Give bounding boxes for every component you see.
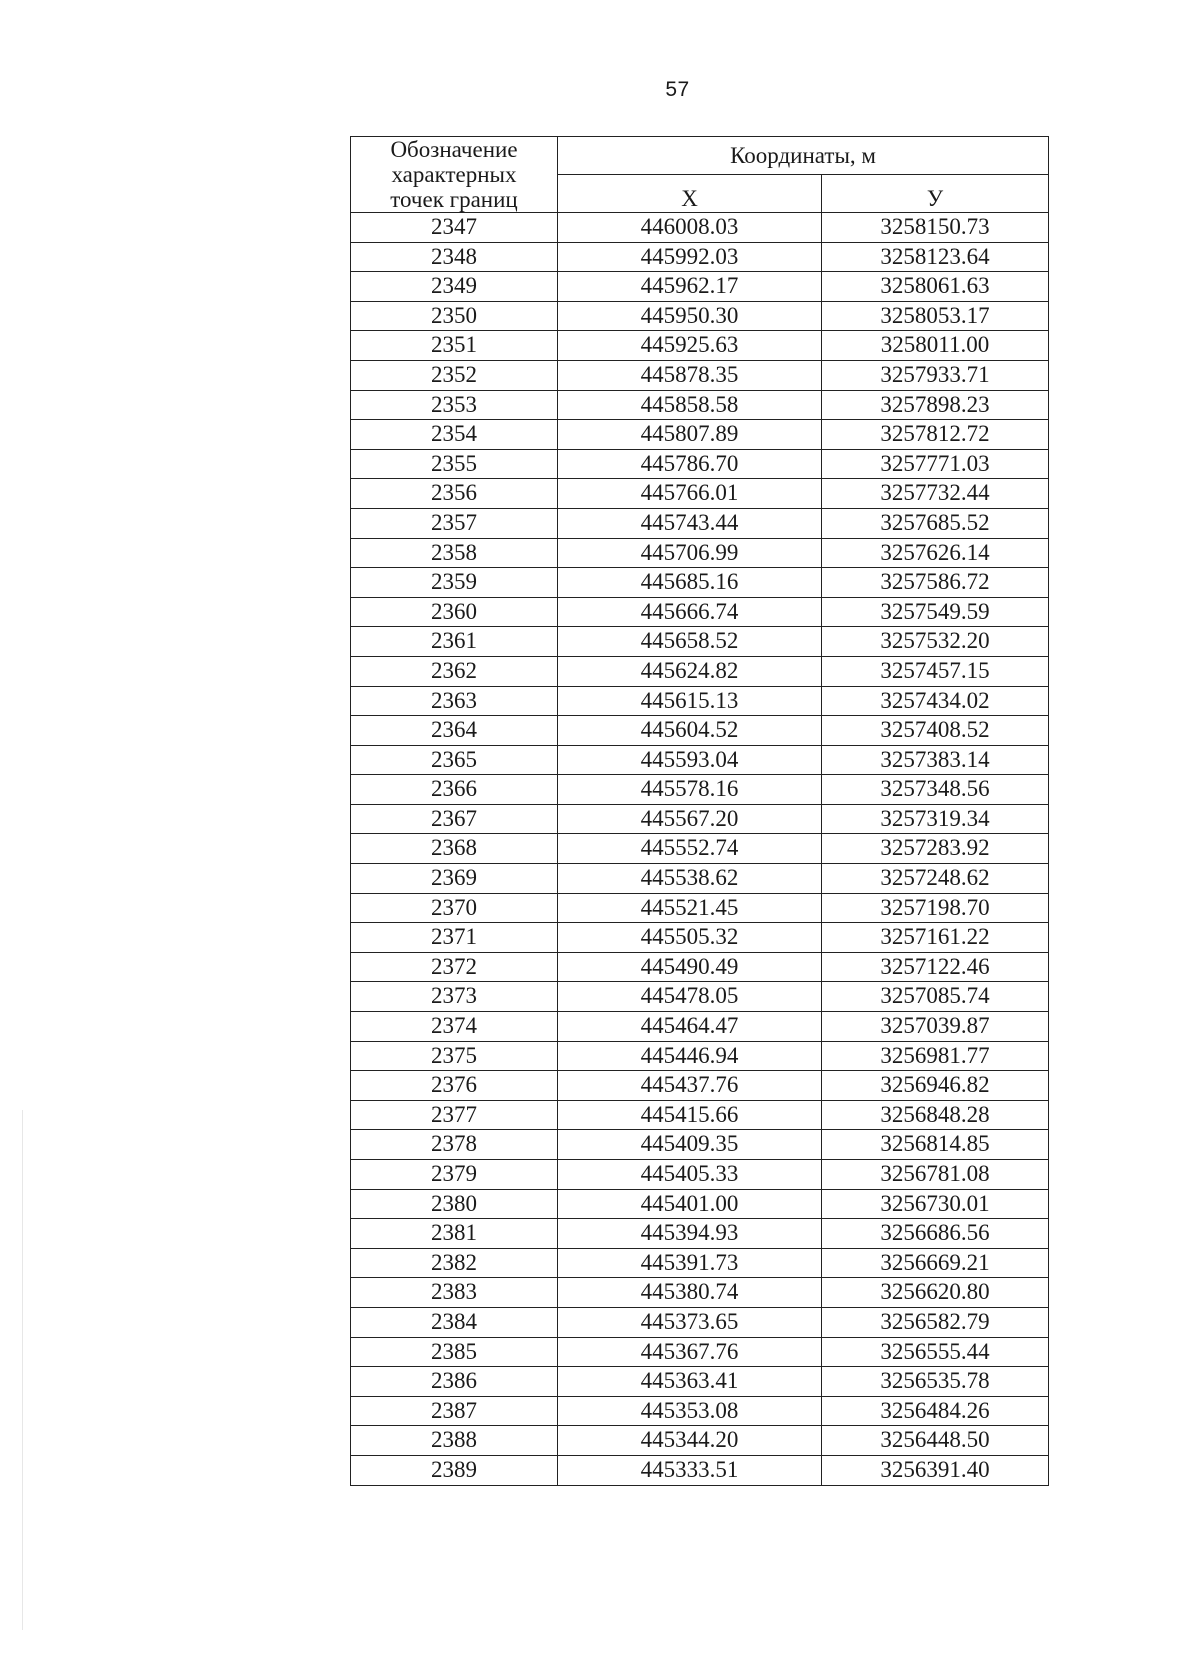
x-coordinate-cell: 445505.32 — [558, 923, 822, 953]
point-number-cell: 2381 — [351, 1219, 558, 1249]
x-coordinate-cell: 445807.89 — [558, 420, 822, 450]
y-coordinate-cell: 3258011.00 — [822, 331, 1049, 361]
point-number-cell: 2349 — [351, 272, 558, 302]
table-row — [351, 1367, 1049, 1397]
y-coordinate-cell: 3256848.28 — [822, 1100, 1049, 1130]
point-number-cell: 2380 — [351, 1189, 558, 1219]
x-coordinate-cell: 445521.45 — [558, 893, 822, 923]
y-coordinate-cell: 3257457.15 — [822, 656, 1049, 686]
y-coordinate-cell: 3256391.40 — [822, 1455, 1049, 1485]
table-row — [351, 686, 1049, 716]
table-row — [351, 331, 1049, 361]
table-body — [351, 213, 1049, 1486]
point-number-cell: 2359 — [351, 568, 558, 598]
table-row — [351, 716, 1049, 746]
y-coordinate-cell: 3257319.34 — [822, 804, 1049, 834]
table-row — [351, 1189, 1049, 1219]
point-number-cell: 2358 — [351, 538, 558, 568]
point-number-cell: 2386 — [351, 1367, 558, 1397]
y-coordinate-cell: 3257549.59 — [822, 597, 1049, 627]
point-number-cell: 2364 — [351, 716, 558, 746]
x-coordinate-cell: 445766.01 — [558, 479, 822, 509]
header-designation — [351, 137, 558, 213]
table-row — [351, 804, 1049, 834]
x-coordinate-cell: 445367.76 — [558, 1337, 822, 1367]
header-coordinates: Координаты, м — [558, 137, 1049, 175]
x-coordinate-cell: 445373.65 — [558, 1307, 822, 1337]
table-row — [351, 242, 1049, 272]
y-coordinate-cell: 3257812.72 — [822, 420, 1049, 450]
table-row — [351, 1426, 1049, 1456]
table-row — [351, 627, 1049, 657]
x-coordinate-cell: 445858.58 — [558, 390, 822, 420]
table-row — [351, 1100, 1049, 1130]
page-number: 57 — [665, 78, 690, 101]
header-x: X — [558, 175, 822, 213]
x-coordinate-cell: 445593.04 — [558, 745, 822, 775]
y-coordinate-cell: 3257532.20 — [822, 627, 1049, 657]
table-row — [351, 952, 1049, 982]
point-number-cell: 2382 — [351, 1248, 558, 1278]
point-number-cell: 2372 — [351, 952, 558, 982]
table-row — [351, 893, 1049, 923]
x-coordinate-cell: 445464.47 — [558, 1012, 822, 1042]
point-number-cell: 2373 — [351, 982, 558, 1012]
y-coordinate-cell: 3257771.03 — [822, 449, 1049, 479]
header-designation-line3: точек границ — [390, 187, 518, 212]
y-coordinate-cell: 3256781.08 — [822, 1160, 1049, 1190]
y-coordinate-cell: 3256582.79 — [822, 1307, 1049, 1337]
point-number-cell: 2367 — [351, 804, 558, 834]
x-coordinate-cell: 446008.03 — [558, 213, 822, 243]
y-coordinate-cell: 3256946.82 — [822, 1071, 1049, 1101]
table-row — [351, 1071, 1049, 1101]
y-coordinate-cell: 3256620.80 — [822, 1278, 1049, 1308]
table-row — [351, 923, 1049, 953]
point-number-cell: 2376 — [351, 1071, 558, 1101]
point-number-cell: 2357 — [351, 508, 558, 538]
x-coordinate-cell: 445446.94 — [558, 1041, 822, 1071]
x-coordinate-cell: 445409.35 — [558, 1130, 822, 1160]
table-row — [351, 449, 1049, 479]
y-coordinate-cell: 3258053.17 — [822, 301, 1049, 331]
y-coordinate-cell: 3256448.50 — [822, 1426, 1049, 1456]
table-row — [351, 864, 1049, 894]
table-row — [351, 656, 1049, 686]
y-coordinate-cell: 3256555.44 — [822, 1337, 1049, 1367]
y-coordinate-cell: 3258061.63 — [822, 272, 1049, 302]
y-coordinate-cell: 3256686.56 — [822, 1219, 1049, 1249]
x-coordinate-cell: 445437.76 — [558, 1071, 822, 1101]
point-number-cell: 2365 — [351, 745, 558, 775]
table-row — [351, 420, 1049, 450]
point-number-cell: 2370 — [351, 893, 558, 923]
y-coordinate-cell: 3256669.21 — [822, 1248, 1049, 1278]
x-coordinate-cell: 445552.74 — [558, 834, 822, 864]
point-number-cell: 2355 — [351, 449, 558, 479]
header-y: У — [822, 175, 1049, 213]
table-header — [351, 137, 1049, 213]
point-number-cell: 2361 — [351, 627, 558, 657]
y-coordinate-cell: 3257408.52 — [822, 716, 1049, 746]
y-coordinate-cell: 3257198.70 — [822, 893, 1049, 923]
x-coordinate-cell: 445615.13 — [558, 686, 822, 716]
y-coordinate-cell: 3257383.14 — [822, 745, 1049, 775]
y-coordinate-cell: 3257085.74 — [822, 982, 1049, 1012]
scan-artifact — [22, 1110, 23, 1630]
x-coordinate-cell: 445333.51 — [558, 1455, 822, 1485]
x-coordinate-cell: 445490.49 — [558, 952, 822, 982]
y-coordinate-cell: 3257039.87 — [822, 1012, 1049, 1042]
point-number-cell: 2353 — [351, 390, 558, 420]
table-row — [351, 1219, 1049, 1249]
point-number-cell: 2354 — [351, 420, 558, 450]
table-row — [351, 301, 1049, 331]
point-number-cell: 2371 — [351, 923, 558, 953]
point-number-cell: 2368 — [351, 834, 558, 864]
x-coordinate-cell: 445685.16 — [558, 568, 822, 598]
table-row — [351, 1396, 1049, 1426]
x-coordinate-cell: 445878.35 — [558, 360, 822, 390]
point-number-cell: 2389 — [351, 1455, 558, 1485]
y-coordinate-cell: 3257248.62 — [822, 864, 1049, 894]
x-coordinate-cell: 445925.63 — [558, 331, 822, 361]
x-coordinate-cell: 445786.70 — [558, 449, 822, 479]
x-coordinate-cell: 445950.30 — [558, 301, 822, 331]
point-number-cell: 2356 — [351, 479, 558, 509]
x-coordinate-cell: 445743.44 — [558, 508, 822, 538]
x-coordinate-cell: 445567.20 — [558, 804, 822, 834]
header-designation-line1: Обозначение — [390, 137, 518, 162]
coordinates-table — [350, 136, 1049, 1486]
point-number-cell: 2375 — [351, 1041, 558, 1071]
x-coordinate-cell: 445401.00 — [558, 1189, 822, 1219]
y-coordinate-cell: 3256484.26 — [822, 1396, 1049, 1426]
point-number-cell: 2366 — [351, 775, 558, 805]
x-coordinate-cell: 445578.16 — [558, 775, 822, 805]
y-coordinate-cell: 3257586.72 — [822, 568, 1049, 598]
point-number-cell: 2374 — [351, 1012, 558, 1042]
x-coordinate-cell: 445363.41 — [558, 1367, 822, 1397]
x-coordinate-cell: 445538.62 — [558, 864, 822, 894]
x-coordinate-cell: 445391.73 — [558, 1248, 822, 1278]
point-number-cell: 2352 — [351, 360, 558, 390]
table-row — [351, 597, 1049, 627]
y-coordinate-cell: 3256730.01 — [822, 1189, 1049, 1219]
table-row — [351, 390, 1049, 420]
table-row — [351, 1337, 1049, 1367]
table-row — [351, 834, 1049, 864]
x-coordinate-cell: 445706.99 — [558, 538, 822, 568]
y-coordinate-cell: 3257348.56 — [822, 775, 1049, 805]
point-number-cell: 2388 — [351, 1426, 558, 1456]
table-row — [351, 1455, 1049, 1485]
table-row — [351, 1012, 1049, 1042]
y-coordinate-cell: 3257434.02 — [822, 686, 1049, 716]
header-designation-line2: характерных — [391, 162, 517, 187]
table-row — [351, 775, 1049, 805]
y-coordinate-cell: 3257283.92 — [822, 834, 1049, 864]
point-number-cell: 2383 — [351, 1278, 558, 1308]
x-coordinate-cell: 445624.82 — [558, 656, 822, 686]
point-number-cell: 2360 — [351, 597, 558, 627]
y-coordinate-cell: 3257626.14 — [822, 538, 1049, 568]
x-coordinate-cell: 445666.74 — [558, 597, 822, 627]
x-coordinate-cell: 445380.74 — [558, 1278, 822, 1308]
table-row — [351, 1041, 1049, 1071]
y-coordinate-cell: 3257685.52 — [822, 508, 1049, 538]
point-number-cell: 2385 — [351, 1337, 558, 1367]
x-coordinate-cell: 445604.52 — [558, 716, 822, 746]
table-row — [351, 1248, 1049, 1278]
y-coordinate-cell: 3258123.64 — [822, 242, 1049, 272]
table-row — [351, 360, 1049, 390]
point-number-cell: 2351 — [351, 331, 558, 361]
y-coordinate-cell: 3258150.73 — [822, 213, 1049, 243]
point-number-cell: 2378 — [351, 1130, 558, 1160]
x-coordinate-cell: 445962.17 — [558, 272, 822, 302]
point-number-cell: 2384 — [351, 1307, 558, 1337]
y-coordinate-cell: 3257161.22 — [822, 923, 1049, 953]
x-coordinate-cell: 445405.33 — [558, 1160, 822, 1190]
y-coordinate-cell: 3257933.71 — [822, 360, 1049, 390]
y-coordinate-cell: 3256981.77 — [822, 1041, 1049, 1071]
table-row — [351, 479, 1049, 509]
point-number-cell: 2350 — [351, 301, 558, 331]
x-coordinate-cell: 445658.52 — [558, 627, 822, 657]
table-row — [351, 568, 1049, 598]
table-row — [351, 1278, 1049, 1308]
point-number-cell: 2348 — [351, 242, 558, 272]
table-row — [351, 213, 1049, 243]
y-coordinate-cell: 3257122.46 — [822, 952, 1049, 982]
table-row — [351, 538, 1049, 568]
point-number-cell: 2362 — [351, 656, 558, 686]
x-coordinate-cell: 445992.03 — [558, 242, 822, 272]
x-coordinate-cell: 445415.66 — [558, 1100, 822, 1130]
x-coordinate-cell: 445478.05 — [558, 982, 822, 1012]
y-coordinate-cell: 3256814.85 — [822, 1130, 1049, 1160]
table-row — [351, 1307, 1049, 1337]
table-row — [351, 982, 1049, 1012]
point-number-cell: 2387 — [351, 1396, 558, 1426]
table-row — [351, 272, 1049, 302]
point-number-cell: 2379 — [351, 1160, 558, 1190]
table-row — [351, 1160, 1049, 1190]
table-row — [351, 1130, 1049, 1160]
x-coordinate-cell: 445344.20 — [558, 1426, 822, 1456]
y-coordinate-cell: 3257898.23 — [822, 390, 1049, 420]
table-row — [351, 508, 1049, 538]
y-coordinate-cell: 3257732.44 — [822, 479, 1049, 509]
table-row — [351, 745, 1049, 775]
y-coordinate-cell: 3256535.78 — [822, 1367, 1049, 1397]
point-number-cell: 2377 — [351, 1100, 558, 1130]
x-coordinate-cell: 445394.93 — [558, 1219, 822, 1249]
point-number-cell: 2363 — [351, 686, 558, 716]
point-number-cell: 2347 — [351, 213, 558, 243]
point-number-cell: 2369 — [351, 864, 558, 894]
x-coordinate-cell: 445353.08 — [558, 1396, 822, 1426]
